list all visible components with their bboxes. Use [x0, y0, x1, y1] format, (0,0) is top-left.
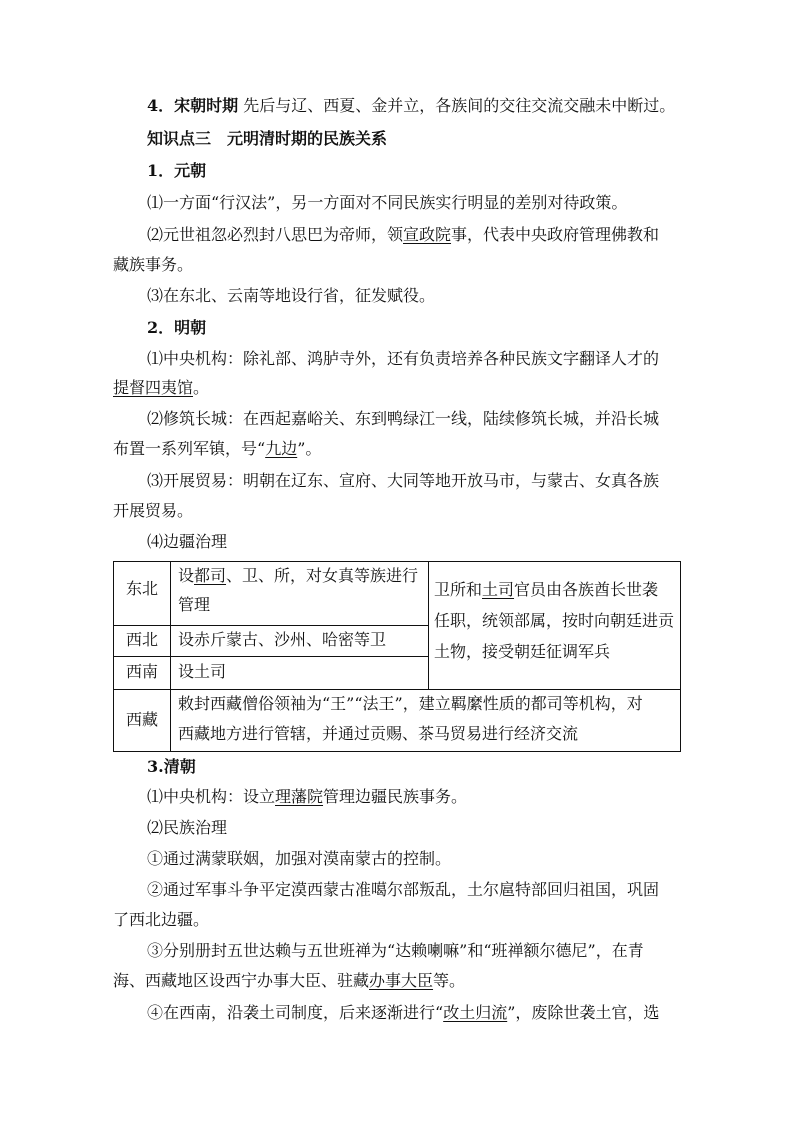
ming-heading: 2．明朝	[147, 318, 207, 337]
qing-p1: ⑴中央机构：设立理藩院管理边疆民族事务。	[147, 787, 468, 806]
frontier-governance-table	[113, 561, 681, 752]
yuan-heading: 1．元朝	[147, 161, 207, 180]
qing-p2: ⑵民族治理	[147, 818, 228, 837]
ming-p4: ⑷边疆治理	[147, 532, 228, 551]
ming-p1-cont: 提督四夷馆。	[113, 378, 210, 397]
yuan-p3: ⑶在东北、云南等地设行省，征发赋役。	[147, 286, 436, 305]
qing-c3-cont: 海、西藏地区设西宁办事大臣、驻藏办事大臣等。	[113, 971, 466, 990]
yuan-p2-cont: 藏族事务。	[113, 255, 194, 274]
qing-c4: ④在西南，沿袭土司制度，后来逐渐进行“改土归流”，废除世袭土官，选	[147, 1003, 660, 1022]
northwest-cell: 设赤斤蒙古、沙州、哈密等卫	[178, 630, 387, 649]
row-header-southwest: 西南	[126, 662, 159, 681]
qing-c3: ③分别册封五世达赖与五世班禅为“达赖喇嘛”和“班禅额尔德尼”，在青	[147, 941, 644, 960]
qing-c2: ②通过军事斗争平定漠西蒙古准噶尔部叛乱，土尔扈特部回归祖国，巩固	[147, 880, 660, 899]
tusi-note-line3: 土物，接受朝廷征调军兵	[434, 642, 611, 661]
qing-heading: 3.清朝	[147, 757, 196, 776]
tibet-cell-cont: 西藏地方进行管辖，并通过贡赐、茶马贸易进行经济交流	[178, 724, 579, 743]
tusi-note-line1: 卫所和土司官员由各族酋长世袭	[434, 580, 659, 599]
ming-p3: ⑶开展贸易：明朝在辽东、宣府、大同等地开放马市，与蒙古、女真各族	[147, 471, 660, 490]
section-heading-k3: 知识点三 元明清时期的民族关系	[147, 129, 388, 148]
ming-p2-cont: 布置一系列军镇，号“九边”。	[113, 439, 322, 458]
ming-p3-cont: 开展贸易。	[113, 501, 194, 520]
song-heading: 4．宋朝时期	[147, 96, 239, 115]
yuan-p1: ⑴一方面“行汉法”，另一方面对不同民族实行明显的差别对待政策。	[147, 193, 628, 212]
song-dynasty-paragraph: 4．宋朝时期 先后与辽、西夏、金并立，各族间的交往交流交融未中断过。	[147, 96, 676, 115]
yuan-p2: ⑵元世祖忽必烈封八思巴为帝师，领宣政院事，代表中央政府管理佛教和	[147, 225, 660, 244]
tibet-cell: 敕封西藏僧俗领袖为“王”“法王”，建立羁縻性质的都司等机构，对	[178, 694, 643, 713]
row-header-tibet: 西藏	[126, 710, 159, 729]
row-header-northeast: 东北	[126, 579, 159, 598]
ming-p1: ⑴中央机构：除礼部、鸿胪寺外，还有负责培养各种民族文字翻译人才的	[147, 349, 660, 368]
southwest-cell: 设土司	[178, 662, 227, 681]
qing-c2-cont: 了西北边疆。	[113, 910, 210, 929]
tusi-note-line2: 任职，统领部属，按时向朝廷进贡	[434, 611, 675, 630]
qing-c1: ①通过满蒙联姻，加强对漠南蒙古的控制。	[147, 849, 452, 868]
ming-p2: ⑵修筑长城：在西起嘉峪关、东到鸭绿江一线，陆续修筑长城，并沿长城	[147, 409, 660, 428]
row-header-northwest: 西北	[126, 630, 159, 649]
northeast-cell-cont: 管理	[178, 595, 211, 614]
northeast-cell: 设都司、卫、所，对女真等族进行	[178, 566, 419, 585]
